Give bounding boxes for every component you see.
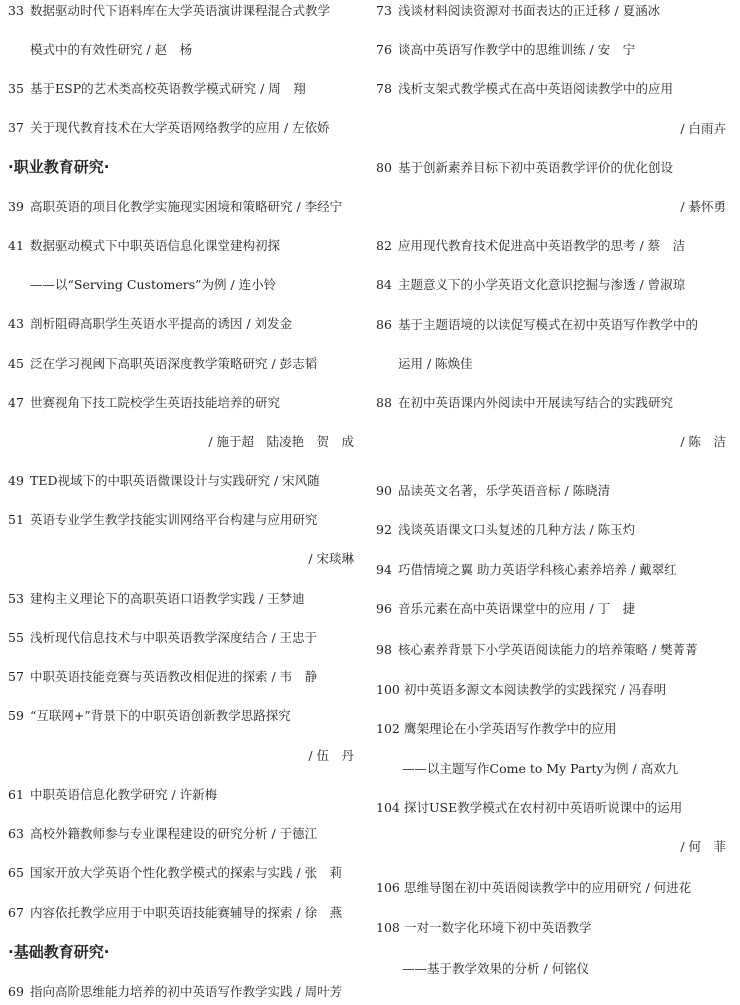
- entry-title: 浅谈英语课文口头复述的几种方法 / 陈玉灼: [398, 522, 636, 537]
- page-number: 98: [376, 642, 392, 657]
- page-number: 92: [376, 522, 392, 537]
- toc-entry-subtitle: ——以“Serving Customers”为例 / 连小铃: [30, 277, 277, 292]
- toc-entry[interactable]: [0, 238, 280, 254]
- toc-entry[interactable]: [372, 682, 666, 698]
- entry-title: 核心素养背景下小学英语阅读能力的培养策略 / 樊菁菁: [398, 642, 698, 657]
- entry-title: 国家开放大学英语个性化教学模式的探索与实践 / 张 莉: [30, 865, 343, 880]
- toc-entry[interactable]: [0, 199, 342, 215]
- page-number: 41: [8, 238, 24, 253]
- toc-entry-authors: / 綦怀勇: [680, 199, 726, 214]
- page-number: 61: [8, 787, 24, 802]
- toc-entry[interactable]: [372, 880, 691, 896]
- entry-title: 浅析现代信息技术与中职英语教学深度结合 / 王忠于: [30, 630, 318, 645]
- entry-title: 探讨USE教学模式在农村初中英语听说课中的运用: [404, 800, 683, 815]
- toc-entry-continuation: 运用 / 陈焕佳: [398, 356, 473, 371]
- entry-title: 音乐元素在高中英语课堂中的应用 / 丁 捷: [398, 601, 636, 616]
- toc-entry[interactable]: [0, 3, 330, 19]
- page-number: 90: [376, 483, 392, 498]
- entry-title: 应用现代教育技术促进高中英语教学的思考 / 蔡 洁: [398, 238, 686, 253]
- toc-entry-authors: / 白雨卉: [680, 121, 726, 136]
- entry-title: 在初中英语课内外阅读中开展读写结合的实践研究: [398, 395, 674, 410]
- toc-entry[interactable]: [0, 120, 330, 136]
- page-number: 88: [376, 395, 392, 410]
- page-number: 51: [8, 512, 24, 527]
- toc-entry[interactable]: [372, 238, 685, 254]
- toc-entry[interactable]: [0, 630, 317, 646]
- entry-title: 中职英语信息化教学研究 / 许新梅: [30, 787, 218, 802]
- toc-entry[interactable]: [372, 42, 635, 58]
- page-number: 55: [8, 630, 24, 645]
- page-number: 76: [376, 42, 392, 57]
- toc-entry[interactable]: [0, 356, 317, 372]
- toc-entry[interactable]: [372, 317, 698, 333]
- page-number: 35: [8, 81, 24, 96]
- page-number: 69: [8, 984, 24, 999]
- entry-title: 英语专业学生教学技能实训网络平台构建与应用研究: [30, 512, 318, 527]
- toc-entry[interactable]: [0, 708, 291, 724]
- toc-entry[interactable]: [0, 865, 342, 881]
- entry-title: 泛在学习视阈下高职英语深度教学策略研究 / 彭志韬: [30, 356, 318, 371]
- entry-title: 建构主义理论下的高职英语口语教学实践 / 王梦迪: [30, 591, 305, 606]
- entry-title: 世赛视角下技工院校学生英语技能培养的研究: [30, 395, 281, 410]
- toc-entry[interactable]: [0, 984, 342, 1000]
- toc-entry-authors: / 何 菲: [680, 839, 726, 854]
- section-heading-vocational: ·职业教育研究·: [8, 158, 110, 176]
- toc-entry[interactable]: [0, 395, 280, 411]
- page-number: 65: [8, 865, 24, 880]
- page-number: 45: [8, 356, 24, 371]
- page-number: 94: [376, 562, 392, 577]
- page-number: 63: [8, 826, 24, 841]
- toc-entry-authors: / 施于超 陆凌艳 贺 成: [208, 434, 354, 449]
- toc-entry[interactable]: [0, 669, 317, 685]
- page-number: 102: [376, 721, 400, 736]
- entry-title: 数据驱动时代下语料库在大学英语演讲课程混合式教学: [30, 3, 331, 18]
- entry-title: 浅谈材料阅读资源对书面表达的正迁移 / 夏涵冰: [398, 3, 661, 18]
- toc-entry[interactable]: [372, 277, 685, 293]
- page-number: 80: [376, 160, 392, 175]
- entry-title: 品读英文名著，乐学英语音标 / 陈晓清: [398, 483, 611, 498]
- page-number: 106: [376, 880, 400, 895]
- page-number: 100: [376, 682, 400, 697]
- entry-title: TED视域下的中职英语微课设计与实践研究 / 宋风随: [30, 473, 320, 488]
- entry-title: 思维导图在初中英语阅读教学中的应用研究 / 何进花: [404, 880, 692, 895]
- entry-title: 基于ESP的艺术类高校英语教学模式研究 / 周 翔: [30, 81, 306, 96]
- entry-title: 高校外籍教师参与专业课程建设的研究分析 / 于德江: [30, 826, 318, 841]
- toc-entry[interactable]: [372, 522, 635, 538]
- toc-entry[interactable]: [0, 316, 292, 332]
- toc-entry[interactable]: [372, 483, 610, 499]
- entry-title: “互联网+”背景下的中职英语创新教学思路探究: [30, 708, 291, 723]
- toc-entry[interactable]: [372, 3, 660, 19]
- toc-entry[interactable]: [372, 642, 698, 658]
- page-number: 53: [8, 591, 24, 606]
- page-number: 86: [376, 317, 392, 332]
- entry-title: 高职英语的项目化教学实施现实困境和策略研究 / 李经宁: [30, 199, 343, 214]
- page-number: 96: [376, 601, 392, 616]
- page-number: 49: [8, 473, 24, 488]
- toc-entry-subtitle: ——基于教学效果的分析 / 何铭仪: [402, 961, 590, 976]
- toc-entry[interactable]: [372, 81, 673, 97]
- entry-title: 鹰架理论在小学英语写作教学中的应用: [404, 721, 617, 736]
- page-number: 104: [376, 800, 400, 815]
- toc-entry[interactable]: [0, 512, 318, 528]
- toc-entry-continuation: 模式中的有效性研究 / 赵 杨: [30, 42, 193, 57]
- page-number: 33: [8, 3, 24, 18]
- toc-entry[interactable]: [0, 591, 305, 607]
- toc-entry[interactable]: [372, 800, 682, 816]
- page-number: 108: [376, 920, 400, 935]
- page-number: 37: [8, 120, 24, 135]
- toc-entry-authors: / 陈 洁: [680, 434, 726, 449]
- toc-entry-subtitle: ——以主题写作Come to My Party为例 / 高欢九: [402, 761, 679, 776]
- entry-title: 基于创新素养目标下初中英语教学评价的优化创设: [398, 160, 674, 175]
- page-number: 39: [8, 199, 24, 214]
- toc-entry-authors: / 宋琰琳: [308, 551, 354, 566]
- entry-title: 谈高中英语写作教学中的思维训练 / 安 宁: [398, 42, 636, 57]
- page-number: 59: [8, 708, 24, 723]
- entry-title: 主题意义下的小学英语文化意识挖掘与渗透 / 曾淑琼: [398, 277, 686, 292]
- page-number: 84: [376, 277, 392, 292]
- entry-title: 中职英语技能竞赛与英语教改相促进的探索 / 韦 静: [30, 669, 318, 684]
- entry-title: 关于现代教育技术在大学英语网络教学的应用 / 左依娇: [30, 120, 330, 135]
- toc-entry[interactable]: [372, 395, 673, 411]
- page-number: 47: [8, 395, 24, 410]
- entry-title: 巧借情境之翼 助力英语学科核心素养培养 / 戴翠红: [398, 562, 677, 577]
- toc-entry[interactable]: [372, 601, 635, 617]
- entry-title: 内容依托教学应用于中职英语技能赛辅导的探索 / 徐 燕: [30, 905, 343, 920]
- page-number: 82: [376, 238, 392, 253]
- entry-title: 初中英语多源文本阅读教学的实践探究 / 冯春明: [404, 682, 667, 697]
- page-number: 67: [8, 905, 24, 920]
- page-number: 57: [8, 669, 24, 684]
- toc-entry[interactable]: [372, 920, 592, 936]
- section-heading-basic: ·基础教育研究·: [8, 943, 110, 961]
- toc-entry[interactable]: [0, 787, 217, 803]
- toc-entry[interactable]: [0, 473, 320, 489]
- entry-title: 剖析阻碍高职学生英语水平提高的诱因 / 刘发金: [30, 316, 293, 331]
- page-number: 73: [376, 3, 392, 18]
- toc-entry[interactable]: [0, 826, 317, 842]
- toc-entry-authors: / 伍 丹: [308, 748, 354, 763]
- entry-title: 浅析支架式教学模式在高中英语阅读教学中的应用: [398, 81, 674, 96]
- page-number: 78: [376, 81, 392, 96]
- entry-title: 一对一数字化环境下初中英语教学: [404, 920, 592, 935]
- toc-entry[interactable]: [372, 721, 617, 737]
- entry-title: 指向高阶思维能力培养的初中英语写作教学实践 / 周叶芳: [30, 984, 343, 999]
- page-number: 43: [8, 316, 24, 331]
- entry-title: 数据驱动模式下中职英语信息化课堂建构初探: [30, 238, 281, 253]
- toc-entry[interactable]: [0, 905, 342, 921]
- toc-entry[interactable]: [0, 81, 306, 97]
- entry-title: 基于主题语境的以读促写模式在初中英语写作教学中的: [398, 317, 699, 332]
- toc-entry[interactable]: [372, 562, 677, 578]
- toc-entry[interactable]: [372, 160, 673, 176]
